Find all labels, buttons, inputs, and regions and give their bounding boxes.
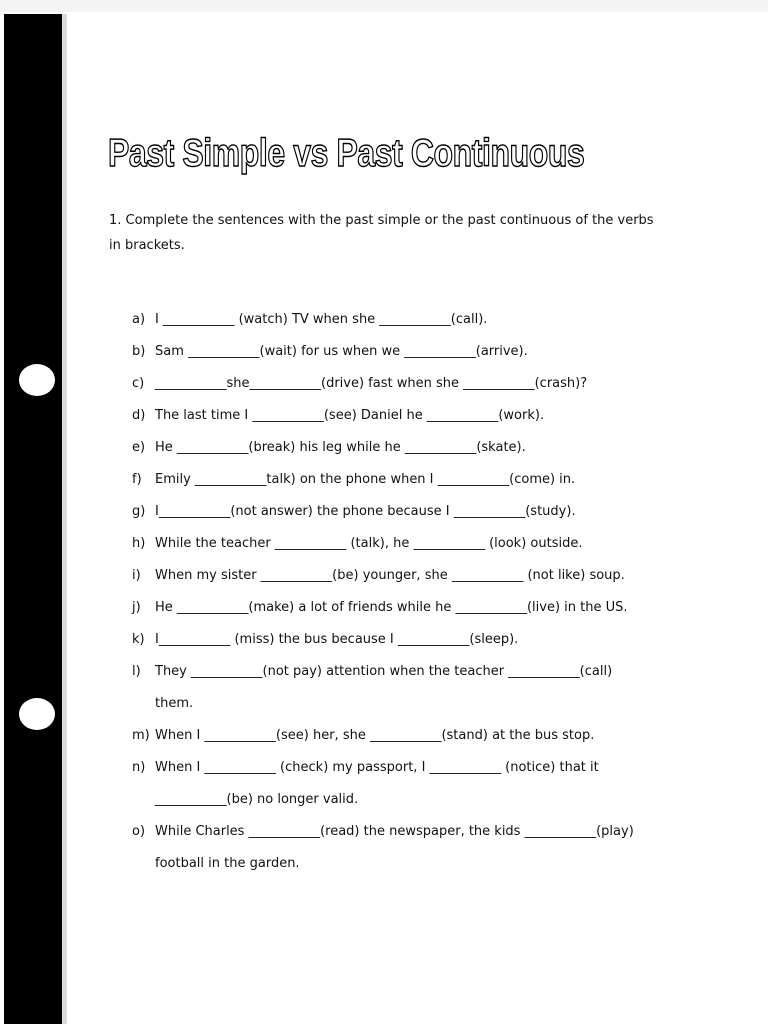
item-letter: o) <box>132 824 146 839</box>
exercise-item <box>132 464 672 496</box>
sentence-line: I ___________ (watch) TV when she ___________(call). <box>155 312 488 327</box>
sentence-line: Emily ___________talk) on the phone when I ___________(come) in. <box>155 472 576 487</box>
item-letter: d) <box>132 408 146 423</box>
item-letter: e) <box>132 440 146 455</box>
punch-hole-top <box>19 364 55 396</box>
item-letter: a) <box>132 312 146 327</box>
punch-hole-bottom <box>19 698 55 730</box>
item-letter: n) <box>132 760 146 775</box>
item-sentence <box>155 464 672 496</box>
exercise-item <box>132 720 672 752</box>
item-sentence <box>155 432 672 464</box>
sentence-line: football in the garden. <box>155 856 300 871</box>
page-edge-shadow <box>62 14 67 1024</box>
exercise-item <box>132 400 672 432</box>
item-letter: i) <box>132 568 141 583</box>
item-sentence <box>155 368 672 400</box>
item-letter: c) <box>132 376 145 391</box>
item-sentence <box>155 624 672 656</box>
exercise-item <box>132 624 672 656</box>
sentence-line: I___________(not answer) the phone because I ___________(study). <box>155 504 576 519</box>
sentence-line: them. <box>155 696 194 711</box>
sentence-line: He ___________(make) a lot of friends while he ___________(live) in the US. <box>155 600 628 615</box>
item-sentence <box>155 336 672 368</box>
exercise-item <box>132 496 672 528</box>
item-sentence <box>155 720 672 752</box>
sentence-line: When I ___________ (check) my passport, I ___________ (notice) that it <box>155 760 599 775</box>
item-sentence <box>155 816 672 880</box>
exercise-item <box>132 368 672 400</box>
item-sentence <box>155 304 672 336</box>
item-sentence <box>155 528 672 560</box>
item-sentence <box>155 560 672 592</box>
sentence-line: He ___________(break) his leg while he ___________(skate). <box>155 440 526 455</box>
exercise-item <box>132 816 672 880</box>
item-letter: j) <box>132 600 141 615</box>
sentence-line: When my sister ___________(be) younger, she ___________ (not like) soup. <box>155 568 625 583</box>
item-letter: l) <box>132 664 141 679</box>
exercise-item <box>132 304 672 336</box>
sentence-line: While Charles ___________(read) the newspaper, the kids ___________(play) <box>155 824 634 839</box>
exercise-item <box>132 592 672 624</box>
exercise-item <box>132 752 672 816</box>
exercise-list <box>132 304 672 880</box>
sentence-line: ___________she___________(drive) fast when she ___________(crash)? <box>155 376 588 391</box>
sentence-line: While the teacher ___________ (talk), he ___________ (look) outside. <box>155 536 583 551</box>
sentence-line: I___________ (miss) the bus because I ___________(sleep). <box>155 632 519 647</box>
item-sentence <box>155 656 672 720</box>
exercise-item <box>132 656 672 720</box>
item-sentence <box>155 496 672 528</box>
item-letter: m) <box>132 728 150 743</box>
exercise-item <box>132 528 672 560</box>
sentence-line: When I ___________(see) her, she ___________(stand) at the bus stop. <box>155 728 595 743</box>
exercise-item <box>132 432 672 464</box>
worksheet-title: Past Simple vs Past Continuous <box>108 132 585 175</box>
exercise-item <box>132 560 672 592</box>
exercise-item <box>132 336 672 368</box>
sentence-line: Sam ___________(wait) for us when we ___________(arrive). <box>155 344 528 359</box>
sentence-line: They ___________(not pay) attention when the teacher ___________(call) <box>155 664 613 679</box>
binder-strip <box>4 14 62 1024</box>
exercise-instructions: 1. Complete the sentences with the past simple or the past continuous of the verbs in brackets. <box>109 213 654 253</box>
item-sentence <box>155 400 672 432</box>
item-letter: f) <box>132 472 142 487</box>
item-letter: b) <box>132 344 146 359</box>
sentence-line: ___________(be) no longer valid. <box>155 792 359 807</box>
sentence-line: The last time I ___________(see) Daniel he ___________(work). <box>155 408 545 423</box>
item-letter: h) <box>132 536 146 551</box>
item-sentence <box>155 752 672 816</box>
item-letter: g) <box>132 504 146 519</box>
item-sentence <box>155 592 672 624</box>
item-letter: k) <box>132 632 145 647</box>
